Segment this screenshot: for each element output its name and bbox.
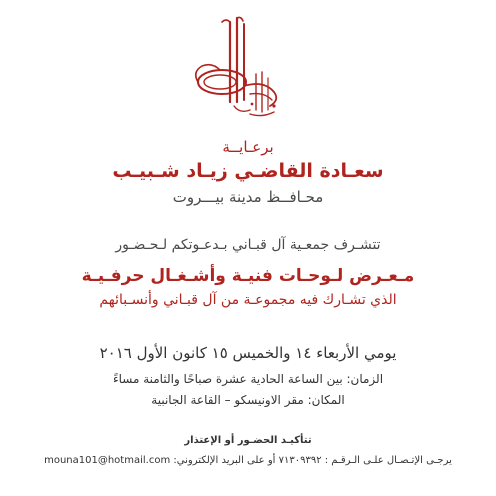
event-title: مـعـرض لـوحـات فنيـة وأشـغـال حرفـيـة [81, 266, 415, 286]
event-subtitle: الذي تشـارك فيه مجموعـة من آل قبـاني وأنسـبائهم [99, 292, 397, 308]
rsvp-email-link[interactable]: mouna101@hotmail.com [44, 455, 171, 466]
rsvp-contact [0, 455, 496, 466]
invitation-text: تتشـرف جمعـية آل قبـاني بـدعـوتكم لـحـضـور [115, 237, 381, 253]
event-time: الزمان: بين الساعة الحادية عشرة صباحًا والثامنة مساءً [112, 372, 384, 386]
rsvp-title: تتأكيـد الحضـور أو الإعتذار [184, 435, 312, 446]
tughra-logo-icon [190, 14, 286, 124]
patron-name: سعـادة القاضـي زيـاد شـبيـب [112, 160, 384, 182]
rsvp-contact-text: يرجـى الإتـصـال علـى الـرقـم : ٧١٣٠٩٣٩٢ أو على البريد الإلكتروني: [173, 455, 452, 466]
patron-title: محـافــظ مدينة بيـــروت [172, 188, 324, 206]
patronage-label: برعـايــة [222, 138, 274, 156]
event-place: المكان: مقر الاونيسكو – القاعة الجانبية [151, 393, 345, 407]
event-dates: يومي الأربعاء ١٤ والخميس ١٥ كانون الأول ٢٠١٦ [99, 344, 397, 362]
